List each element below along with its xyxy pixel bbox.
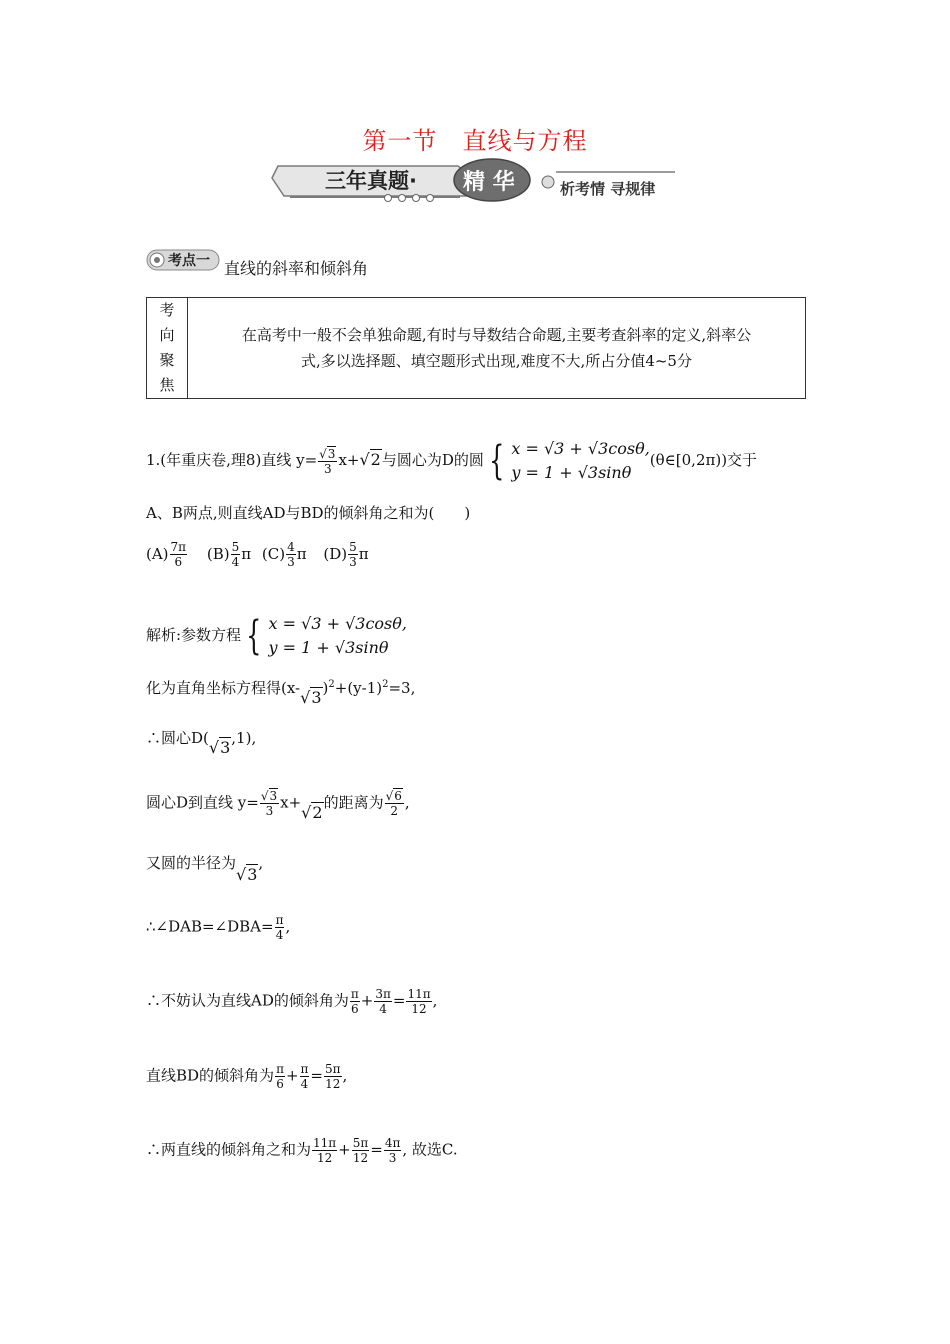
sqrt-two: √2 — [359, 450, 381, 469]
problem-mid2: 与圆心为D的圆 — [381, 451, 484, 469]
sys-line1: x = √3 + √3cosθ, — [511, 439, 650, 458]
focus-label-char: 考 — [159, 301, 175, 319]
banner-main-text: 三年真题· — [325, 169, 417, 193]
focus-label — [147, 298, 188, 398]
focus-body — [188, 298, 805, 398]
solution-line4: 圆心D到直线 y= $\frac{√3}{3}$ x+√2的距离为 $\frac{√6}{2}$ , — [146, 789, 410, 822]
focus-table — [146, 297, 806, 399]
sys-line2: y = 1 + √3sinθ — [511, 463, 632, 482]
solution-line3: ∴圆心D(√3,1), — [146, 729, 257, 757]
focus-label-char: 焦 — [159, 376, 175, 394]
focus-text-line2: 式,多以选择题、填空题形式出现,难度不大,所占分值4~5分 — [301, 352, 692, 370]
answer-options — [146, 540, 369, 569]
problem-line2: A、B两点,则直线AD与BD的倾斜角之和为( ) — [146, 504, 471, 522]
problem-param: (θ∈[0,2π))交于 — [649, 451, 758, 469]
banner-badge-text: 精 华 — [463, 170, 515, 195]
solution-line9: ∴两直线的倾斜角之和为 $\frac{11\pi}{12}$ + $\frac{5\pi}{12}$ = $\frac{4\pi}{3}$ , 故选C. — [146, 1136, 458, 1165]
solution-line1: 解析:参数方程 { x = √3 + √3cosθ, y = 1 + √3sinθ — [146, 613, 407, 659]
fraction: $\frac{√3}{3}$ — [319, 446, 336, 476]
solution-line8: 直线BD的倾斜角为 $\frac{\pi}{6}$ + $\frac{\pi}{4}$ = $\frac{5\pi}{12}$ , — [146, 1062, 348, 1091]
section-banner — [270, 158, 680, 208]
solution-line5: 又圆的半径为√3, — [146, 854, 264, 884]
page-title: 第一节 直线与方程 — [362, 127, 588, 155]
problem-mid1: x+ — [338, 451, 360, 469]
banner-graphic — [270, 158, 680, 204]
option-b: (B) $\frac{5}{4}$ π — [206, 540, 252, 569]
solution-line7: ∴不妨认为直线AD的倾斜角为 $\frac{\pi}{6}$ + $\frac{3\pi}{4}$ = $\frac{11\pi}{12}$ , — [146, 987, 438, 1016]
solution-line6: ∴∠DAB=∠DBA= $\frac{\pi}{4}$ , — [146, 913, 291, 942]
problem-stem — [146, 437, 757, 485]
param-system: { x = √3 + √3cosθ, y = 1 + √3sinθ — [488, 438, 650, 484]
problem-prefix: 1.(年重庆卷,理8)直线 y= — [146, 451, 318, 469]
banner-side-text: 析考情 寻规律 — [560, 180, 656, 198]
option-c: (C) $\frac{4}{3}$ π — [261, 540, 307, 569]
solution-param-system: { x = √3 + √3cosθ, y = 1 + √3sinθ — [246, 613, 407, 659]
focus-label-char: 聚 — [159, 351, 175, 369]
solution-line2: 化为直角坐标方程得$(x-√3)^2+(y-1)^2=3$, — [146, 679, 416, 707]
section-badge — [146, 249, 220, 271]
section-badge-text: 考点一 — [168, 253, 210, 269]
section-title: 直线的斜率和倾斜角 — [224, 259, 369, 278]
focus-label-char: 向 — [159, 326, 175, 344]
option-d: (D) $\frac{5}{3}$ π — [323, 540, 369, 569]
option-a: (A) $\frac{7\pi}{6}$ — [146, 540, 187, 569]
focus-text-line1: 在高考中一般不会单独命题,有时与导数结合命题,主要考查斜率的定义,斜率公 — [241, 326, 752, 344]
